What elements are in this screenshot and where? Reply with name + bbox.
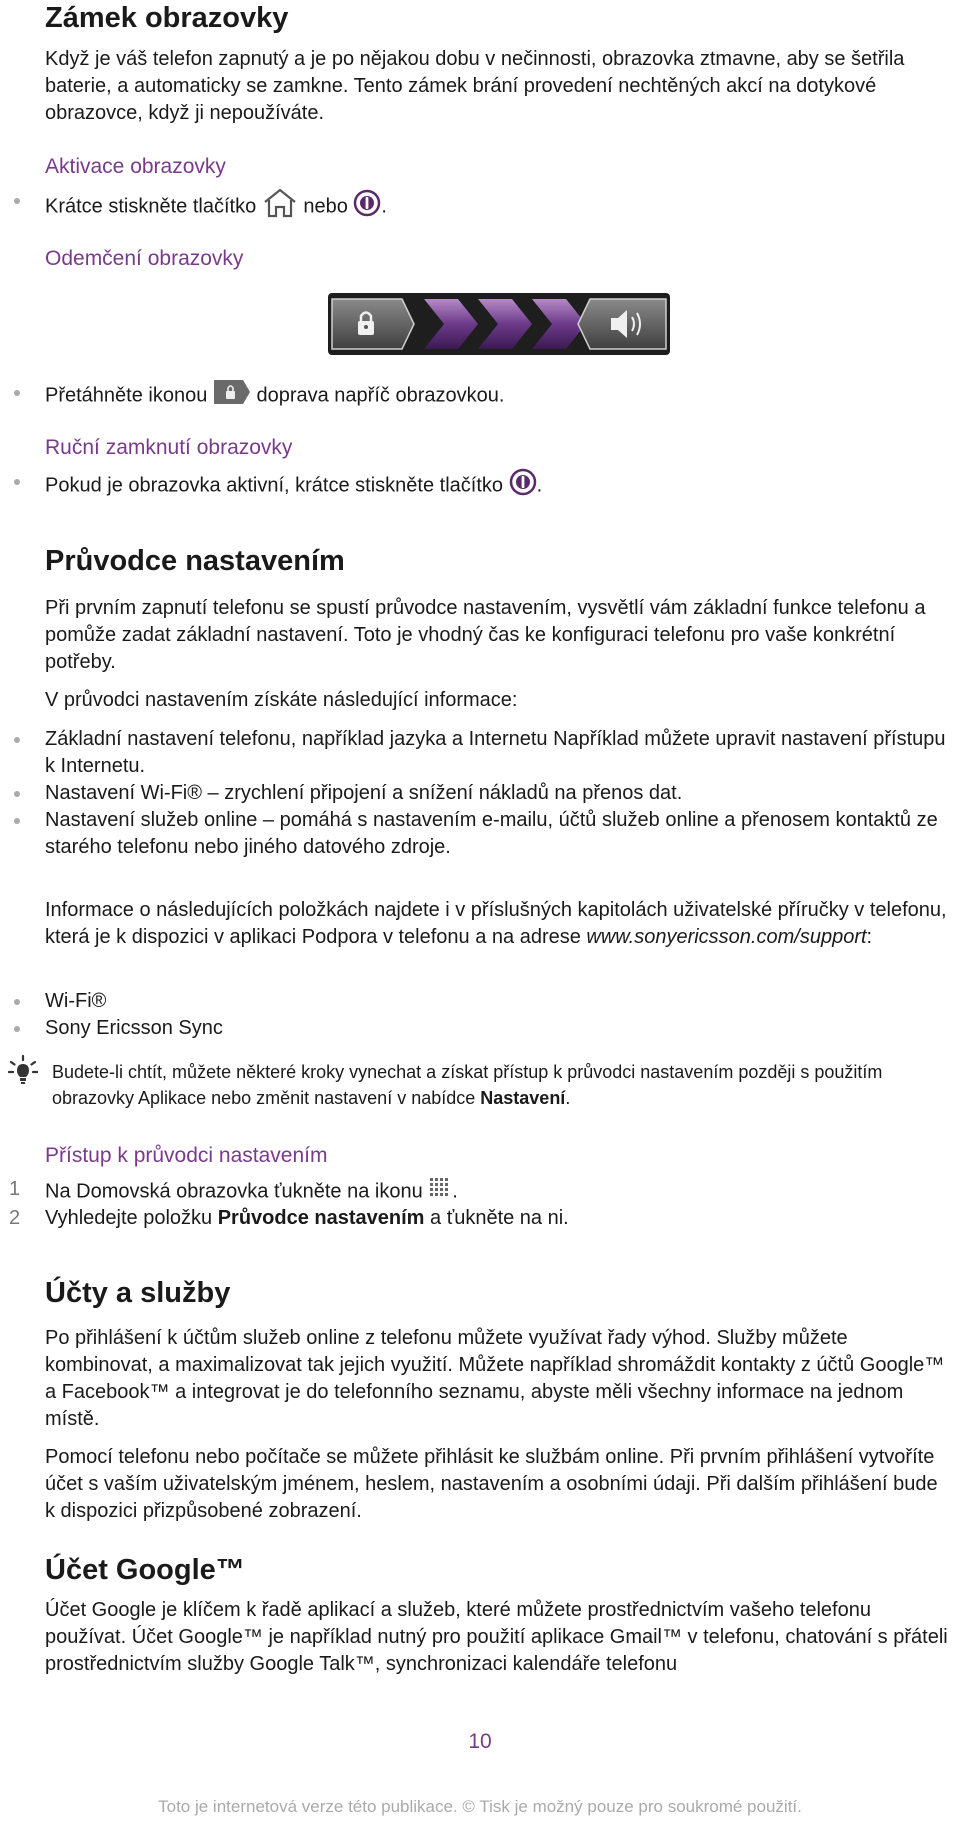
topic-item: Sony Ericsson Sync	[45, 1015, 950, 1042]
apps-grid-icon	[428, 1176, 452, 1208]
tip-settings-label: Nastavení	[480, 1088, 566, 1108]
slider-sound-handle	[578, 299, 666, 349]
accounts-paragraph-2: Pomocí telefonu nebo počítače se můžete přihlásit ke službám online. Při prvním přihlášení vytvoříte účet s vaším uživatelským jménem, heslem, nastavením a osobními údaji. Při dalším přihlášení bude k dispozici přizpůsobené zobrazení.	[45, 1446, 938, 1522]
page-number: 10	[468, 1730, 492, 1753]
step-text-end: a ťukněte na ni.	[424, 1207, 569, 1229]
support-url[interactable]: www.sonyericsson.com/support	[586, 926, 867, 948]
step-number: 2	[9, 1207, 21, 1229]
manual-text-b: .	[536, 474, 543, 497]
subheading-access-guide: Přístup k průvodci nastavením	[45, 1144, 328, 1167]
arrow-icon	[424, 299, 586, 349]
screen-lock-intro: Když je váš telefon zapnutý a je po nějakou dobu v nečinnosti, obrazovka ztmavne, aby se šetřila baterie, a automaticky se zamkne. Tento zámek brání provedení nechtěných akcí na dotykové obrazovce, když ji nepoužíváte.	[45, 48, 905, 124]
step-number: 1	[9, 1178, 21, 1200]
power-icon	[509, 468, 537, 504]
activate-text-a: Krátce stiskněte tlačítko	[45, 195, 257, 218]
activate-text-c: .	[381, 195, 387, 218]
step-item	[9, 1176, 458, 1208]
bullet-manual-lock	[45, 468, 950, 504]
tip-note	[52, 1059, 957, 1111]
step-text: Na Domovská obrazovka ťukněte na ikonu	[45, 1180, 423, 1203]
subheading-unlock: Odemčení obrazovky	[45, 247, 244, 270]
step-item	[9, 1205, 569, 1232]
more-info-colon: :	[866, 926, 873, 948]
section-title-google-account: Účet Google™	[45, 1554, 245, 1586]
google-paragraph-1: Účet Google je klíčem k řadě aplikací a služeb, které můžete prostřednictvím vašeho telefonu používat. Účet Google™ je například nutný pro použití aplikace Gmail™ v telefonu, chatování s přáteli prostřednictvím služby Google Talk™, synchronizaci kalendáře telefonu	[45, 1599, 948, 1675]
slider-lock-handle	[332, 299, 414, 349]
bullet-unlock	[45, 379, 950, 413]
home-icon	[262, 187, 298, 227]
more-info-text: Informace o následujících položkách najdete i v příslušných kapitolách uživatelské příručky v telefonu, která je k dispozici v aplikaci Podpora v telefonu a na adrese	[45, 899, 947, 948]
setup-guide-intro: Při prvním zapnutí telefonu se spustí průvodce nastavením, vysvětlí vám základní funkce telefonu a pomůže zadat základní nastavení. Toto je vhodný čas ke konfiguraci telefonu pro vaše konkrétní potřeby.	[45, 597, 926, 673]
tip-period: .	[565, 1088, 571, 1108]
topic-item: Wi-Fi®	[45, 988, 950, 1015]
step-period: .	[452, 1180, 458, 1203]
footer-notice: Toto je internetová verze této publikace. © Tisk je možný pouze pro soukromé použití.	[158, 1797, 802, 1816]
subheading-manual-lock: Ruční zamknutí obrazovky	[45, 436, 293, 459]
section-title-setup-guide: Průvodce nastavením	[45, 545, 345, 577]
step-bold-label: Průvodce nastavením	[217, 1207, 425, 1229]
setup-item: Nastavení služeb online – pomáhá s nastavením e-mailu, účtů služeb online a přenosem kontaktů ze starého telefonu nebo jiného datového zdroje.	[45, 807, 950, 861]
section-title-screen-lock: Zámek obrazovky	[45, 2, 289, 34]
unlock-text-a: Přetáhněte ikonou	[45, 384, 208, 407]
unlock-text-b: doprava napříč obrazovkou.	[256, 384, 505, 407]
setup-item: Základní nastavení telefonu, například jazyka a Internetu Například můžete upravit nastavení přístupu k Internetu.	[45, 726, 950, 780]
power-icon	[353, 189, 381, 225]
unlock-slider-illustration	[328, 293, 670, 360]
activate-text-b: nebo	[303, 195, 348, 218]
setup-guide-lead: V průvodci nastavením získáte následující informace:	[45, 689, 518, 711]
setup-more-info	[45, 897, 950, 951]
setup-item: Nastavení Wi-Fi® – zrychlení připojení a snížení nákladů na přenos dat.	[45, 780, 950, 807]
accounts-paragraph-1: Po přihlášení k účtům služeb online z telefonu můžete využívat řady výhod. Služby můžete kombinovat, a maximalizovat tak jejich využití. Můžete například shromáždit kontakty z účtů Google™ a Facebook™ a integrovat je do telefonního seznamu, abyste měli všechny informace na jednom místě.	[45, 1327, 945, 1430]
bullet-activate	[45, 187, 950, 227]
section-title-accounts: Účty a služby	[45, 1277, 231, 1309]
manual-text-a: Pokud je obrazovka aktivní, krátce stiskněte tlačítko	[45, 474, 503, 497]
tip-text: Budete-li chtít, můžete některé kroky vynechat a získat přístup k průvodci nastavením později s použitím obrazovky Aplikace nebo změnit nastavení v nabídce	[52, 1062, 883, 1108]
lock-handle-icon	[213, 379, 251, 413]
step-text: Vyhledejte položku	[45, 1207, 218, 1229]
subheading-activate: Aktivace obrazovky	[45, 155, 226, 178]
lightbulb-icon	[8, 1055, 38, 1090]
